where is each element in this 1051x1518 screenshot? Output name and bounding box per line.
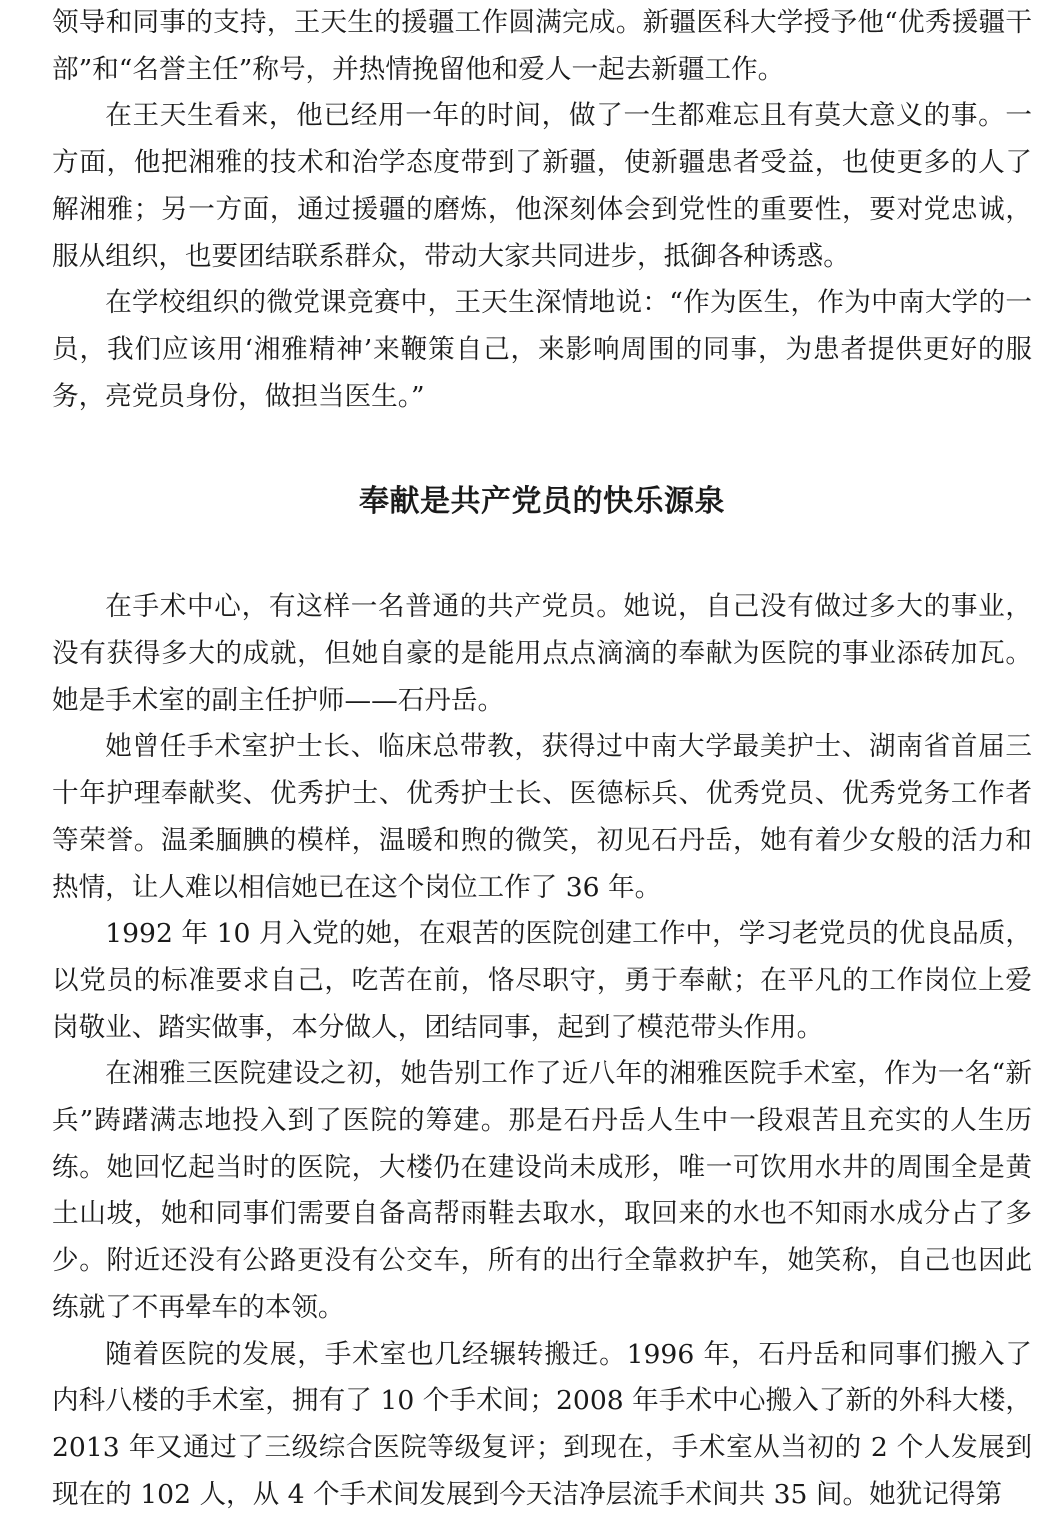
paragraph: 在湘雅三医院建设之初，她告别工作了近八年的湘雅医院手术室，作为一名“新兵”踌躇满志地投入到了医院的筹建。那是石丹岳人生中一段艰苦且充实的人生历练。她回忆起当时的医院，大楼仍在建设尚未成形，唯一可饮用水井的周围全是黄土山坡，她和同事们需要自备高帮雨鞋去取水，取回来的水也不知雨水成分占了多少。附近还没有公路更没有公交车，所有的出行全靠救护车，她笑称，自己也因此练就了不再晕车的本领。 <box>52 1058 1032 1323</box>
paragraph-continued: 领导和同事的支持，王天生的援疆工作圆满完成。新疆医科大学授予他“优秀援疆干部”和“名誉主任”称号，并热情挽留他和爱人一起去新疆工作。 <box>52 7 1032 85</box>
section-title: 奉献是共产党员的快乐源泉 <box>359 484 725 520</box>
paragraph: 随着医院的发展，手术室也几经辗转搬迁。1996 年，石丹岳和同事们搬入了内科八楼的手术室，拥有了 10 个手术间；2008 年手术中心搬入了新的外科大楼，2013 年又通过了三级综合医院等级复评；到现在，手术室从当初的 2 个人发展到现在的 102 人，从 4 个手术间发展到今天洁净层流手术间共 35 间。她犹记得第 <box>52 1338 1032 1510</box>
paragraph: 她曾任手术室护士长、临床总带教，获得过中南大学最美护士、湖南省首届三十年护理奉献奖、优秀护士、优秀护士长、医德标兵、优秀党员、优秀党务工作者等荣誉。温柔腼腆的模样，温暖和煦的微笑，初见石丹岳，她有着少女般的活力和热情，让人难以相信她已在这个岗位工作了 36 年。 <box>52 731 1032 903</box>
paragraph: 在手术中心，有这样一名普通的共产党员。她说，自己没有做过多大的事业，没有获得多大的成就，但她自豪的是能用点点滴滴的奉献为医院的事业添砖加瓦。她是手术室的副主任护师——石丹岳。 <box>52 591 1032 716</box>
document-page <box>52 0 1032 1518</box>
paragraph: 1992 年 10 月入党的她，在艰苦的医院创建工作中，学习老党员的优良品质，以党员的标准要求自己，吃苦在前，恪尽职守，勇于奉献；在平凡的工作岗位上爱岗敬业、踏实做事，本分做人，团结同事，起到了模范带头作用。 <box>52 918 1032 1043</box>
paragraph: 在学校组织的微党课竞赛中，王天生深情地说：“作为医生，作为中南大学的一员，我们应该用‘湘雅精神’来鞭策自己，来影响周围的同事，为患者提供更好的服务，亮党员身份，做担当医生。” <box>52 287 1032 412</box>
spacer <box>52 542 1032 584</box>
paragraph: 在王天生看来，他已经用一年的时间，做了一生都难忘且有莫大意义的事。一方面，他把湘雅的技术和治学态度带到了新疆，使新疆患者受益，也使更多的人了解湘雅；另一方面，通过援疆的磨炼，他深刻体会到党性的重要性，要对党忠诚，服从组织，也要团结联系群众，带动大家共同进步，抵御各种诱惑。 <box>52 100 1032 272</box>
